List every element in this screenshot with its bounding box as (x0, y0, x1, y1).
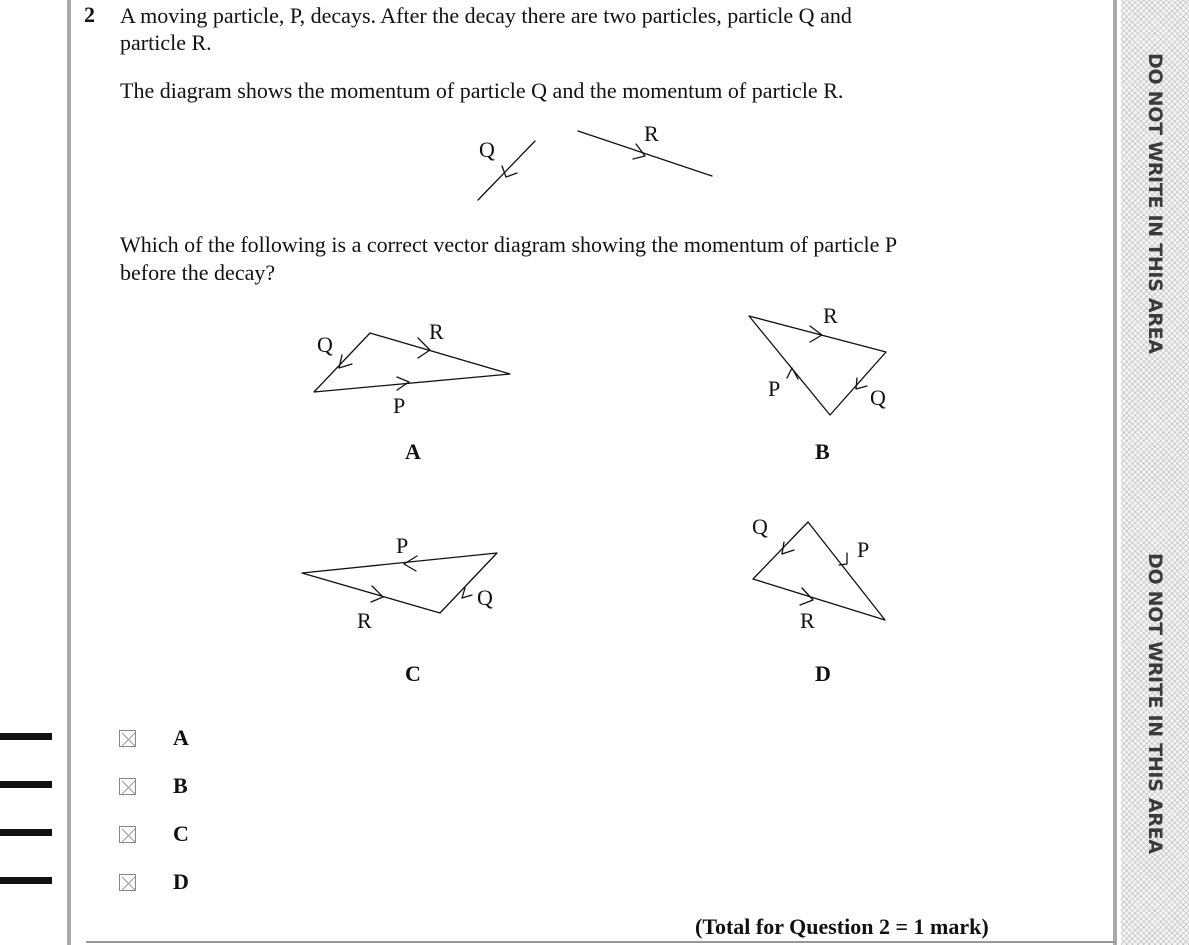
prompt-line-1: Which of the following is a correct vector diagram showing the momentum of particle P (120, 232, 898, 257)
answer-tick-mark (0, 781, 52, 788)
diagram-a-q-label: Q (317, 332, 333, 357)
diagram-b-q-label: Q (870, 385, 886, 410)
diagram-c-triangle (302, 553, 497, 613)
cross-icon (120, 779, 137, 796)
answer-tick-mark (0, 733, 52, 740)
diagram-c-label: C (405, 661, 421, 686)
cross-icon (120, 875, 137, 892)
option-c[interactable] (119, 821, 189, 846)
diagram-d-r-label: R (800, 608, 815, 633)
intro-line-2: particle R. (120, 30, 212, 55)
question-number: 2 (84, 2, 95, 27)
option-c-label: C (173, 821, 189, 846)
diagram-a-r-label: R (429, 319, 444, 344)
diagram-c-p-label: P (396, 533, 409, 558)
top-q-label: Q (479, 137, 495, 162)
checkbox-c[interactable] (119, 826, 136, 843)
diagram-a-p-label: P (393, 393, 406, 418)
do-not-write-notice-bottom: DO NOT WRITE IN THIS AREA (1144, 552, 1166, 854)
answer-tick-mark (0, 877, 52, 884)
do-not-write-notice-top: DO NOT WRITE IN THIS AREA (1144, 52, 1166, 354)
option-b[interactable] (119, 773, 188, 798)
diagram-b-p-label: P (768, 376, 781, 401)
cross-icon (120, 731, 137, 748)
diagram-b-label: B (815, 439, 830, 464)
option-b-label: B (173, 773, 188, 798)
top-r-label: R (644, 121, 659, 146)
diagram-d-q-label: Q (752, 514, 768, 539)
intro-line-1: A moving particle, P, decays. After the decay there are two particles, particle Q and (120, 3, 852, 28)
checkbox-a[interactable] (119, 730, 136, 747)
diagram-a-label: A (405, 439, 421, 464)
diagram-d-label: D (815, 661, 831, 686)
diagram-a-triangle (314, 333, 510, 392)
total-marks: (Total for Question 2 = 1 mark) (695, 914, 989, 939)
checkbox-d[interactable] (119, 874, 136, 891)
option-a[interactable] (119, 725, 189, 750)
diagram-c-q-label: Q (477, 585, 493, 610)
diagram-c-r-label: R (357, 608, 372, 633)
diagram-b-r-label: R (823, 303, 838, 328)
cross-icon (120, 827, 137, 844)
diagram-d-p-label: P (857, 537, 870, 562)
diagram-caption: The diagram shows the momentum of particle Q and the momentum of particle R. (120, 78, 844, 103)
answer-tick-mark (0, 829, 52, 836)
option-d[interactable] (119, 869, 189, 894)
checkbox-b[interactable] (119, 778, 136, 795)
prompt-line-2: before the decay? (120, 260, 276, 285)
option-a-label: A (173, 725, 189, 750)
option-d-label: D (173, 869, 189, 894)
